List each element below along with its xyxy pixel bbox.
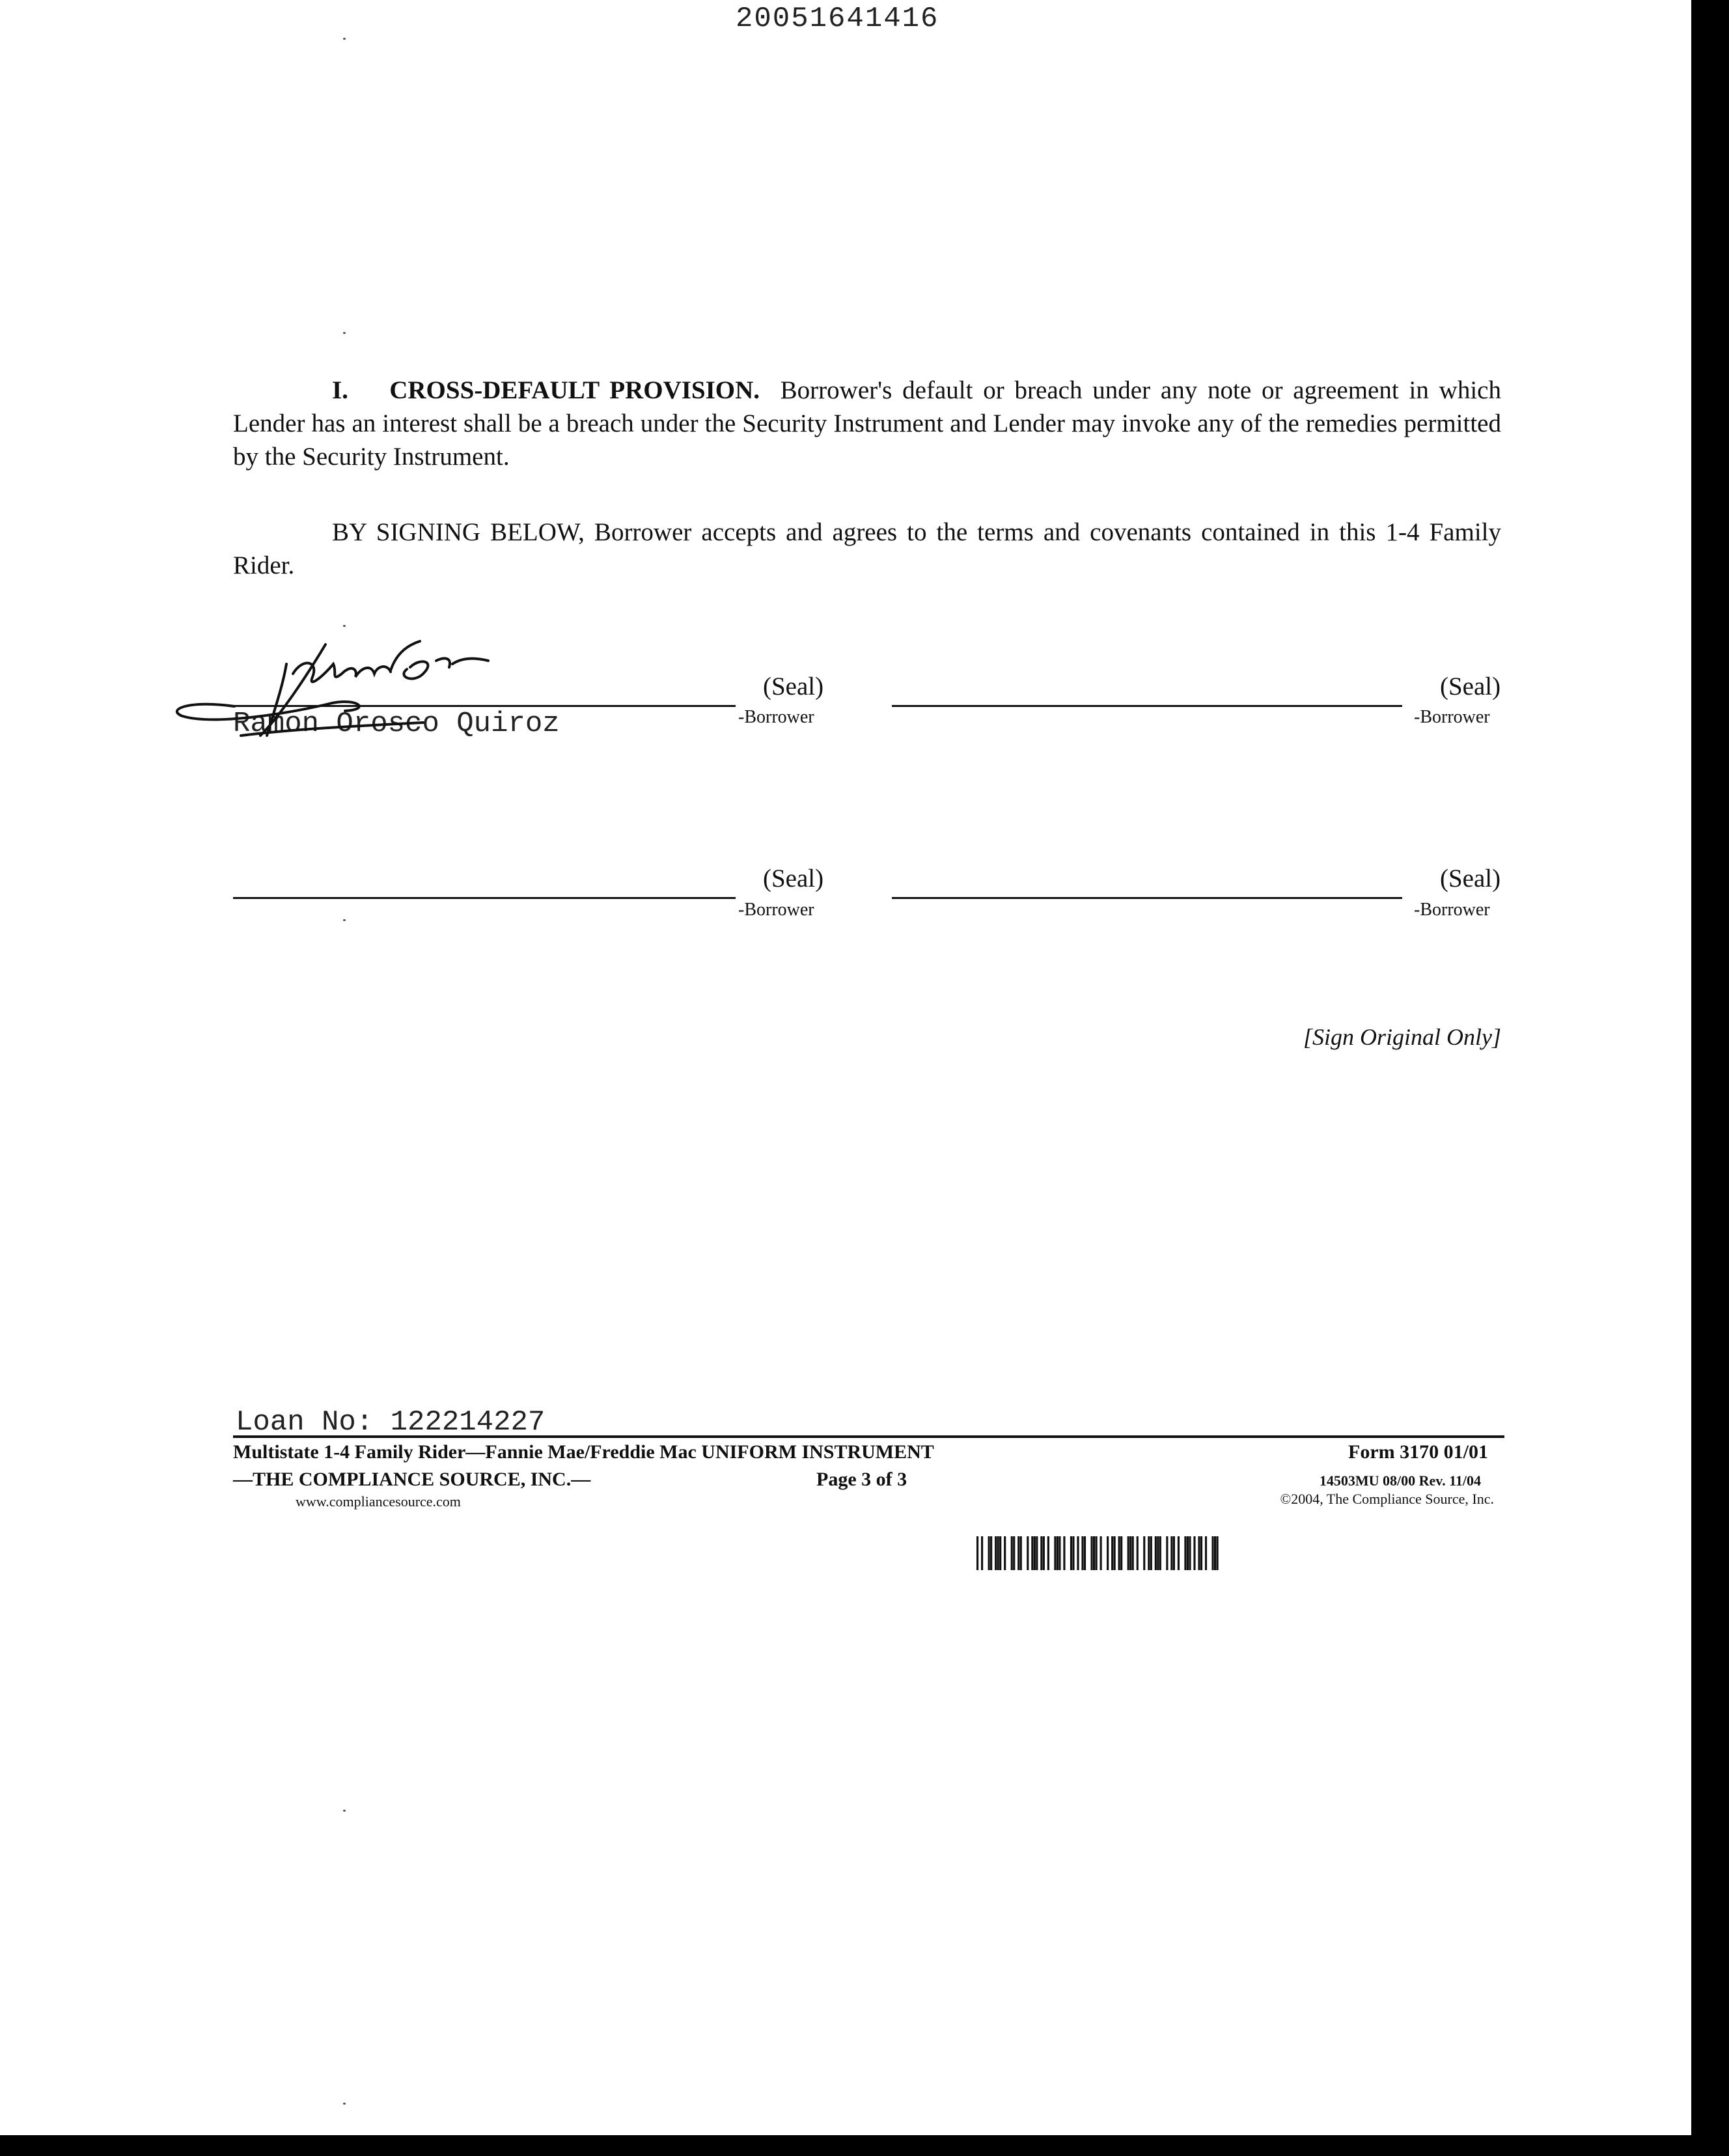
sign-original-note: [Sign Original Only]	[1303, 1024, 1501, 1050]
barcode-bar	[1011, 1536, 1013, 1570]
scan-speck	[343, 919, 346, 921]
barcode-bar	[1040, 1536, 1042, 1570]
barcode-bar	[995, 1536, 997, 1570]
borrower-role-label: -Borrower	[1414, 707, 1490, 727]
barcode-bar	[990, 1536, 992, 1570]
cross-default-paragraph	[233, 374, 1501, 473]
barcode-bar	[1095, 1536, 1097, 1570]
barcode-bar	[1189, 1536, 1191, 1570]
scan-speck	[343, 332, 346, 334]
barcode-bar	[1070, 1536, 1072, 1570]
barcode-bar	[988, 1536, 990, 1570]
borrower-signature-line	[233, 897, 736, 899]
barcode-bar	[1216, 1536, 1218, 1570]
barcode-bar	[1093, 1536, 1095, 1570]
barcode-bar	[1027, 1536, 1029, 1570]
barcode-bar	[1187, 1536, 1189, 1570]
barcode-bar	[1081, 1536, 1083, 1570]
barcode-bar	[976, 1536, 978, 1570]
barcode-bar	[1017, 1536, 1019, 1570]
barcode-bar	[1157, 1536, 1159, 1570]
co-borrower-signature-line	[892, 705, 1402, 707]
barcode-bar	[1132, 1536, 1134, 1570]
barcode-bar	[1205, 1536, 1207, 1570]
barcode-bar	[1129, 1536, 1131, 1570]
barcode-bar	[1043, 1536, 1045, 1570]
barcode-bar	[1143, 1536, 1145, 1570]
barcode-bar	[1054, 1536, 1056, 1570]
barcode-bar	[1063, 1536, 1065, 1570]
barcode-bar	[1155, 1536, 1157, 1570]
seal-label: (Seal)	[1440, 672, 1501, 700]
co-borrower-signature-line	[892, 897, 1402, 899]
barcode-bar	[1031, 1536, 1033, 1570]
acceptance-paragraph: BY SIGNING BELOW, Borrower accepts and agrees to the terms and covenants contained in this 1-4 Family Rider.	[233, 518, 1501, 579]
barcode-bar	[981, 1536, 983, 1570]
borrower-name: Ramon Orosco Quiroz	[233, 708, 560, 740]
barcode-bar	[1034, 1536, 1036, 1570]
handwritten-signature	[163, 638, 579, 749]
scan-speck	[343, 625, 346, 627]
barcode-bar	[1159, 1536, 1161, 1570]
barcode-bar	[999, 1536, 1001, 1570]
barcode-bar	[1184, 1536, 1186, 1570]
barcode-bar	[997, 1536, 999, 1570]
barcode-bar	[1107, 1536, 1109, 1570]
barcode-bar	[1004, 1536, 1006, 1570]
footer-divider	[233, 1435, 1504, 1438]
borrower-role-label: -Borrower	[738, 707, 814, 727]
barcode-bar	[1013, 1536, 1015, 1570]
barcode-bar	[1150, 1536, 1152, 1570]
barcode-bar	[1114, 1536, 1116, 1570]
barcode-bar	[1084, 1536, 1086, 1570]
form-title: Multistate 1-4 Family Rider—Fannie Mae/Freddie Mac UNIFORM INSTRUMENT	[233, 1441, 934, 1463]
barcode-bar	[1058, 1536, 1060, 1570]
barcode-bar	[1036, 1536, 1038, 1570]
barcode-bar	[1111, 1536, 1113, 1570]
page-indicator: Page 3 of 3	[816, 1469, 907, 1490]
barcode-bar	[1198, 1536, 1200, 1570]
borrower-role-label: -Borrower	[1414, 900, 1490, 920]
loan-number: Loan No: 122214227	[236, 1406, 546, 1439]
barcode-bar	[1127, 1536, 1129, 1570]
barcode-bar	[1118, 1536, 1120, 1570]
barcode-bar	[1137, 1536, 1139, 1570]
barcode-bar	[1100, 1536, 1102, 1570]
barcode-bar	[1047, 1536, 1049, 1570]
barcode-bar	[1072, 1536, 1074, 1570]
barcode-bar	[1166, 1536, 1168, 1570]
form-number: Form 3170 01/01	[1348, 1441, 1488, 1463]
borrower-role-label: -Borrower	[738, 900, 814, 920]
barcode	[976, 1536, 1219, 1570]
form-revision: 14503MU 08/00 Rev. 11/04	[1319, 1472, 1481, 1489]
copyright-notice: ©2004, The Compliance Source, Inc.	[1280, 1491, 1494, 1507]
publisher-website: www.compliancesource.com	[296, 1493, 461, 1510]
publisher-name: —THE COMPLIANCE SOURCE, INC.—	[233, 1469, 591, 1490]
document-number: 20051641416	[736, 3, 939, 35]
section-label: I.	[332, 376, 348, 404]
seal-label: (Seal)	[763, 864, 824, 892]
section-text: Borrower's default or breach under any note or agreement in which Lender has an interest shall be a breach under the Security Instrument and Lender may invoke any of the remedies permitted by the Security Instrument.	[233, 376, 1501, 471]
section-title: CROSS-DEFAULT PROVISION.	[389, 376, 760, 404]
barcode-bar	[1090, 1536, 1092, 1570]
barcode-bar	[1214, 1536, 1216, 1570]
barcode-bar	[1020, 1536, 1022, 1570]
scan-speck	[343, 1810, 346, 1812]
barcode-bar	[1193, 1536, 1195, 1570]
barcode-bar	[1170, 1536, 1172, 1570]
scan-speck	[343, 2103, 346, 2105]
barcode-bar	[1077, 1536, 1079, 1570]
barcode-bar	[1211, 1536, 1213, 1570]
seal-label: (Seal)	[1440, 864, 1501, 892]
barcode-bar	[1200, 1536, 1202, 1570]
seal-label: (Seal)	[763, 672, 824, 700]
barcode-bar	[1148, 1536, 1150, 1570]
barcode-bar	[1178, 1536, 1180, 1570]
barcode-bar	[1057, 1536, 1058, 1570]
barcode-bar	[1120, 1536, 1122, 1570]
scan-speck	[343, 38, 346, 40]
barcode-bar	[1173, 1536, 1175, 1570]
